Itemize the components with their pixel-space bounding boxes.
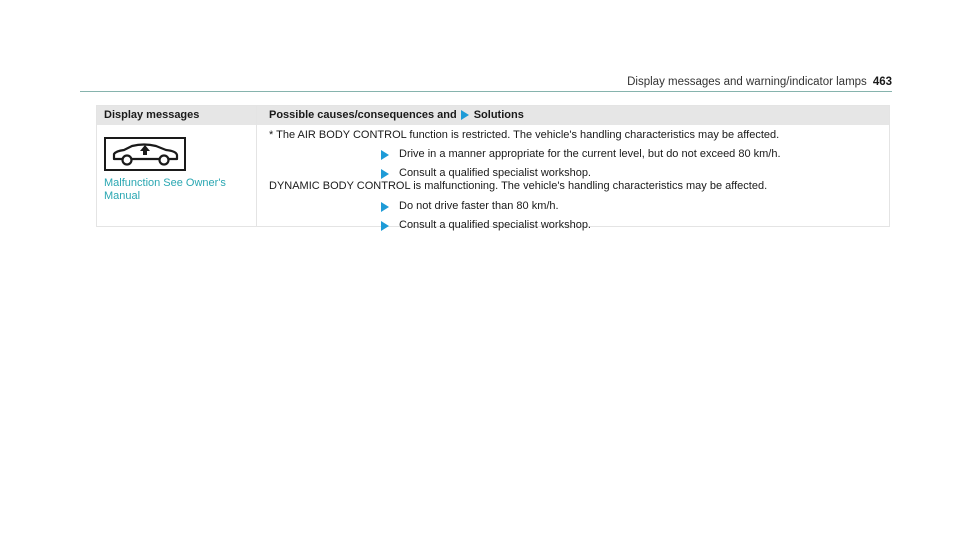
header-rule: [80, 91, 892, 92]
col-header-solutions: Solutions: [473, 109, 524, 121]
table-header: [97, 106, 889, 125]
solution-arrow-icon: [381, 169, 389, 179]
cause-dynamic-body-control: DYNAMIC BODY CONTROL is malfunctioning. The vehicle's handling characteristics may be affected.: [269, 180, 768, 192]
solution-arrow-icon: [381, 221, 389, 231]
column-divider: [256, 106, 257, 226]
cause-air-body-control: * The AIR BODY CONTROL function is restricted. The vehicle's handling characteristics may be affected.: [269, 129, 780, 141]
solution-text: Do not drive faster than 80 km/h.: [399, 200, 559, 212]
solution-item: [381, 148, 781, 161]
col-header-causes-prefix: Possible causes/consequences and: [269, 109, 457, 121]
solution-text: Drive in a manner appropriate for the current level, but do not exceed 80 km/h.: [399, 148, 781, 160]
malfunction-message[interactable]: Malfunction See Owner's Manual: [104, 177, 226, 202]
solution-text: Consult a qualified specialist workshop.: [399, 219, 591, 231]
solution-item: [381, 219, 591, 232]
solution-item: [381, 167, 591, 180]
col-header-display-messages: Display messages: [104, 109, 200, 121]
air-suspension-car-icon: [104, 137, 186, 171]
display-messages-table: [96, 105, 890, 231]
solution-arrow-icon: [381, 202, 389, 212]
col-header-causes: [269, 109, 524, 121]
page-header: [616, 76, 892, 88]
section-title: Display messages and warning/indicator lamps: [627, 76, 867, 88]
solution-text: Consult a qualified specialist workshop.: [399, 167, 591, 179]
solution-item: [381, 200, 559, 213]
solution-arrow-icon: [381, 150, 389, 160]
solution-arrow-icon: [461, 110, 469, 120]
page-number: 463: [872, 76, 892, 88]
